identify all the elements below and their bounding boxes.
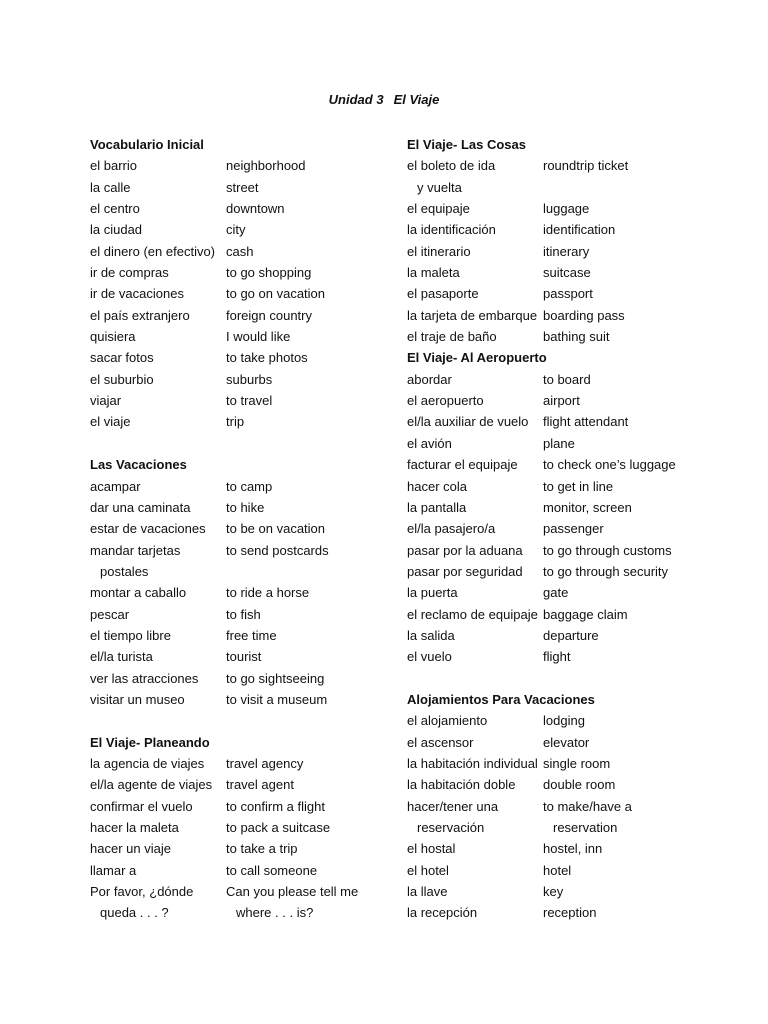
english-translation: to travel: [226, 393, 273, 409]
english-translation: to camp: [226, 478, 273, 494]
vocab-row: [90, 326, 390, 347]
english-translation: double room: [543, 777, 616, 793]
spanish-term: ir de vacaciones: [90, 286, 184, 302]
vocab-row: [90, 476, 390, 497]
vocab-row: [407, 369, 747, 390]
vocab-row: [90, 774, 390, 795]
section-heading-vocabulario-inicial: Vocabulario Inicial: [90, 137, 204, 152]
english-translation: key: [543, 884, 564, 900]
page-title: [0, 92, 768, 107]
spanish-term: el centro: [90, 201, 140, 217]
english-translation: baggage claim: [543, 606, 628, 622]
english-translation: flight: [543, 649, 571, 665]
spanish-term: la habitación doble: [407, 777, 516, 793]
english-translation: street: [226, 179, 259, 195]
spanish-term: el hotel: [407, 862, 449, 878]
english-translation: airport: [543, 393, 580, 409]
spanish-term: la tarjeta de embarque: [407, 307, 538, 323]
english-translation: to hike: [226, 499, 265, 515]
vocab-row: [90, 902, 390, 923]
spanish-term: la identificación: [407, 222, 496, 238]
vocab-row: [90, 283, 390, 304]
english-translation: to pack a suitcase: [226, 820, 331, 835]
spanish-term: llamar a: [90, 862, 137, 878]
section-heading-el-viaje-al-aeropuerto: El Viaje- Al Aeropuerto: [407, 350, 547, 366]
spanish-term: quisiera: [90, 329, 136, 345]
english-translation: to fish: [226, 606, 261, 622]
vocab-row: [407, 262, 747, 283]
spanish-term: la habitación individual: [407, 755, 538, 771]
english-translation: to go through security: [543, 563, 669, 579]
spanish-term: Por favor, ¿dónde: [90, 884, 194, 900]
spanish-term: el viaje: [90, 414, 131, 430]
spanish-term: el ascensor: [407, 734, 474, 750]
vocab-row: [407, 625, 747, 646]
spanish-term: dar una caminata: [90, 499, 191, 515]
vocab-row: [407, 518, 747, 539]
spanish-term: pasar por seguridad: [407, 563, 523, 579]
english-translation: lodging: [543, 713, 585, 729]
english-translation: to send postcards: [226, 542, 329, 558]
spanish-term: la agencia de viajes: [90, 755, 205, 771]
english-translation: to be on vacation: [226, 521, 326, 537]
english-translation: Can you please tell me: [226, 884, 359, 900]
english-translation: roundtrip ticket: [543, 158, 629, 174]
spanish-term: confirmar el vuelo: [90, 798, 193, 814]
spanish-term: la llave: [407, 884, 448, 900]
spanish-term: la recepción: [407, 905, 478, 921]
english-translation: cash: [226, 243, 254, 259]
spanish-term: hacer cola: [407, 478, 467, 494]
blank-line: [90, 433, 390, 454]
spanish-term: pescar: [90, 606, 130, 622]
vocab-row: [407, 796, 747, 817]
blank-line: [90, 710, 390, 731]
spanish-term: la maleta: [407, 265, 460, 281]
spanish-term: la ciudad: [90, 222, 143, 238]
spanish-term: ir de compras: [90, 265, 169, 281]
vocab-row: [90, 411, 390, 432]
english-translation: tourist: [226, 649, 262, 665]
english-translation: neighborhood: [226, 158, 306, 174]
spanish-term: montar a caballo: [90, 585, 187, 601]
english-translation: to check one’s luggage: [543, 457, 676, 473]
vocab-row: [90, 817, 390, 838]
title-topic: El Viaje: [393, 92, 440, 107]
spanish-term: postales: [100, 563, 149, 579]
vocab-row: [407, 305, 747, 326]
vocab-row: [90, 881, 390, 902]
english-translation: suburbs: [226, 371, 273, 387]
vocab-row: [90, 625, 390, 646]
spanish-term: la puerta: [407, 585, 458, 601]
vocab-row: [90, 347, 390, 368]
english-translation: trip: [226, 414, 245, 430]
vocab-row: [407, 198, 747, 219]
vocab-row: [90, 155, 390, 176]
spanish-term: estar de vacaciones: [90, 521, 206, 537]
spanish-term: sacar fotos: [90, 350, 154, 366]
english-translation: city: [226, 222, 246, 238]
spanish-term: el dinero (en efectivo): [90, 243, 216, 259]
spanish-term: ver las atracciones: [90, 670, 199, 686]
vocab-row: [90, 177, 390, 198]
english-translation: to go through customs: [543, 542, 672, 558]
vocab-row: [407, 177, 747, 198]
english-translation: gate: [543, 585, 569, 601]
english-translation: I would like: [226, 329, 291, 345]
english-translation: elevator: [543, 734, 590, 750]
spanish-term: mandar tarjetas: [90, 542, 181, 558]
spanish-term: el alojamiento: [407, 713, 488, 729]
english-translation: reservation: [553, 820, 618, 835]
vocab-row: [90, 219, 390, 240]
vocab-row: [407, 561, 747, 582]
spanish-term: pasar por la aduana: [407, 542, 523, 558]
spanish-term: queda . . . ?: [100, 905, 169, 921]
english-translation: foreign country: [226, 307, 312, 323]
vocab-row: [90, 582, 390, 603]
spanish-term: el equipaje: [407, 201, 470, 217]
vocab-row: [90, 540, 390, 561]
vocab-row: [90, 668, 390, 689]
vocab-row: [90, 241, 390, 262]
spanish-term: el suburbio: [90, 371, 154, 387]
vocab-row: [90, 390, 390, 411]
section-heading-las-vacaciones: Las Vacaciones: [90, 457, 187, 473]
vocab-row: [90, 860, 390, 881]
spanish-term: abordar: [407, 371, 452, 387]
title-unit: Unidad 3: [328, 92, 384, 107]
english-translation: to take photos: [226, 350, 308, 366]
english-translation: bathing suit: [543, 329, 610, 345]
left-column: [90, 134, 390, 924]
spanish-term: la salida: [407, 627, 455, 643]
vocab-row: [407, 411, 747, 432]
spanish-term: el boleto de ida: [407, 158, 496, 174]
spanish-term: el/la turista: [90, 649, 153, 665]
vocab-row: [407, 817, 747, 838]
vocab-row: [407, 902, 747, 923]
spanish-term: el vuelo: [407, 649, 452, 665]
english-translation: suitcase: [543, 265, 591, 281]
vocab-row: [407, 454, 747, 475]
english-translation: luggage: [543, 201, 590, 217]
vocab-row: [407, 326, 747, 347]
vocab-row: [407, 604, 747, 625]
vocab-row: [90, 262, 390, 283]
vocab-row: [407, 241, 747, 262]
vocab-row: [407, 390, 747, 411]
spanish-term: el itinerario: [407, 243, 471, 259]
english-translation: to go sightseeing: [226, 670, 325, 686]
english-translation: departure: [543, 627, 599, 643]
spanish-term: el/la pasajero/a: [407, 521, 496, 537]
english-translation: to visit a museum: [226, 691, 328, 707]
spanish-term: facturar el equipaje: [407, 457, 518, 473]
english-translation: to go on vacation: [226, 286, 326, 302]
spanish-term: el tiempo libre: [90, 627, 171, 643]
vocab-row: [407, 838, 747, 859]
vocab-row: [90, 646, 390, 667]
spanish-term: el hostal: [407, 841, 456, 857]
spanish-term: el país extranjero: [90, 307, 190, 323]
vocab-row: [90, 518, 390, 539]
vocab-row: [407, 476, 747, 497]
vocab-row: [90, 838, 390, 859]
vocab-row: [407, 732, 747, 753]
vocab-row: [407, 646, 747, 667]
spanish-term: el/la agente de viajes: [90, 777, 213, 793]
english-translation: plane: [543, 435, 575, 451]
english-translation: reception: [543, 905, 597, 921]
vocab-row: [90, 198, 390, 219]
english-translation: hostel, inn: [543, 841, 603, 857]
vocab-row: [90, 561, 390, 582]
spanish-term: la calle: [90, 179, 131, 195]
vocab-row: [90, 753, 390, 774]
spanish-term: el/la auxiliar de vuelo: [407, 414, 529, 430]
vocab-row: [90, 604, 390, 625]
blank-line: [407, 668, 747, 689]
spanish-term: el avión: [407, 435, 452, 451]
vocab-row: [90, 305, 390, 326]
vocab-row: [407, 283, 747, 304]
vocab-row: [407, 219, 747, 240]
vocab-row: [407, 540, 747, 561]
spanish-term: hacer la maleta: [90, 820, 179, 835]
vocab-row: [407, 774, 747, 795]
spanish-term: reservación: [417, 820, 485, 835]
section-heading-el-viaje-las-cosas: El Viaje- Las Cosas: [407, 137, 526, 152]
spanish-term: visitar un museo: [90, 691, 185, 707]
spanish-term: la pantalla: [407, 499, 467, 515]
spanish-term: el reclamo de equipaje: [407, 606, 538, 622]
english-translation: free time: [226, 627, 277, 643]
english-translation: itinerary: [543, 243, 590, 259]
spanish-term: el pasaporte: [407, 286, 479, 302]
english-translation: passenger: [543, 521, 604, 537]
english-translation: identification: [543, 222, 616, 238]
english-translation: to board: [543, 371, 591, 387]
english-translation: to ride a horse: [226, 585, 310, 601]
spanish-term: acampar: [90, 478, 141, 494]
english-translation: boarding pass: [543, 307, 625, 323]
vocab-row: [407, 860, 747, 881]
english-translation: flight attendant: [543, 414, 629, 430]
section-heading-el-viaje-planeando: El Viaje- Planeando: [90, 734, 210, 750]
section-heading-alojamientos-para-vacaciones: Alojamientos Para Vacaciones: [407, 691, 595, 707]
vocab-row: [407, 753, 747, 774]
english-translation: to get in line: [543, 478, 614, 494]
english-translation: travel agency: [226, 755, 304, 771]
english-translation: to confirm a flight: [226, 798, 325, 814]
vocab-row: [407, 710, 747, 731]
english-translation: hotel: [543, 862, 572, 878]
english-translation: to take a trip: [226, 841, 298, 857]
spanish-term: el barrio: [90, 158, 137, 174]
vocab-row: [90, 497, 390, 518]
english-translation: monitor, screen: [543, 499, 632, 515]
english-translation: where . . . is?: [236, 905, 314, 921]
spanish-term: y vuelta: [417, 179, 462, 195]
spanish-term: hacer un viaje: [90, 841, 171, 857]
english-translation: to go shopping: [226, 265, 312, 281]
vocab-row: [407, 881, 747, 902]
vocab-row: [407, 433, 747, 454]
vocab-row: [90, 796, 390, 817]
vocab-row: [407, 497, 747, 518]
spanish-term: hacer/tener una: [407, 798, 499, 814]
right-column: [407, 134, 747, 924]
vocab-row: [407, 582, 747, 603]
english-translation: single room: [543, 755, 611, 771]
vocab-row: [90, 369, 390, 390]
vocab-row: [407, 155, 747, 176]
english-translation: to call someone: [226, 862, 318, 878]
english-translation: downtown: [226, 201, 285, 217]
english-translation: to make/have a: [543, 798, 632, 814]
vocab-row: [90, 689, 390, 710]
spanish-term: el aeropuerto: [407, 393, 484, 409]
spanish-term: el traje de baño: [407, 329, 497, 345]
english-translation: travel agent: [226, 777, 294, 793]
english-translation: passport: [543, 286, 593, 302]
spanish-term: viajar: [90, 393, 122, 409]
